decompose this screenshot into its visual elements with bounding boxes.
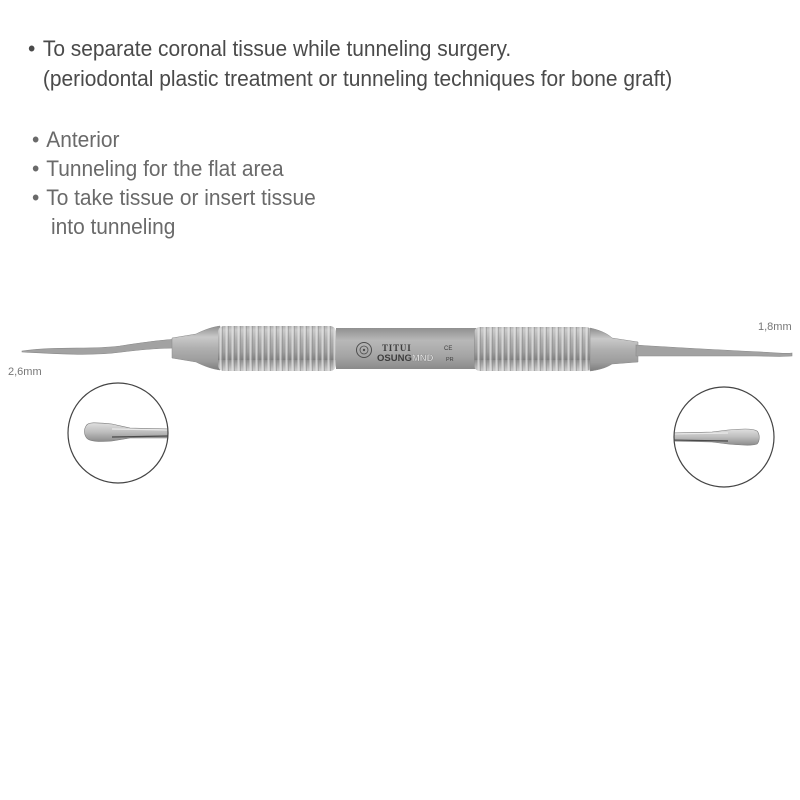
handle-brand-primary: OSUNG: [377, 353, 412, 364]
handle-brand-secondary: MND: [411, 353, 434, 364]
right-knurled-grip: [474, 327, 592, 371]
handle-pr-text: PR: [446, 357, 454, 363]
handle-ce-text: CE: [444, 346, 453, 352]
main-bullet-continuation: (periodontal plastic treatment or tunneling techniques for bone graft): [42, 66, 673, 91]
right-collar: [590, 328, 638, 371]
left-collar: [172, 326, 220, 370]
handle-brand-text: [377, 353, 434, 364]
left-working-tip: [22, 339, 178, 354]
list-item-text: To take tissue or insert tissue: [46, 185, 316, 210]
left-knurled-grip: [218, 326, 336, 371]
bullet-dot: •: [28, 36, 36, 61]
handle-model-text: TITUI: [382, 343, 412, 353]
list-item-continuation: into tunneling: [51, 214, 176, 239]
left-tip-detail-circle: [68, 383, 170, 483]
list-item-text: Tunneling for the flat area: [46, 156, 284, 181]
right-working-tip: [636, 345, 792, 356]
right-tip-size-label: 1,8mm: [758, 321, 792, 333]
bullet-dot: •: [32, 185, 40, 210]
list-item-text: Anterior: [46, 127, 120, 152]
left-tip-size-label: 2,6mm: [8, 366, 42, 378]
main-bullet-text: To separate coronal tissue while tunneling surgery.: [42, 36, 512, 61]
bullet-dot: •: [32, 127, 40, 152]
right-tip-detail-circle: [670, 387, 774, 487]
bullet-dot: •: [32, 156, 40, 181]
